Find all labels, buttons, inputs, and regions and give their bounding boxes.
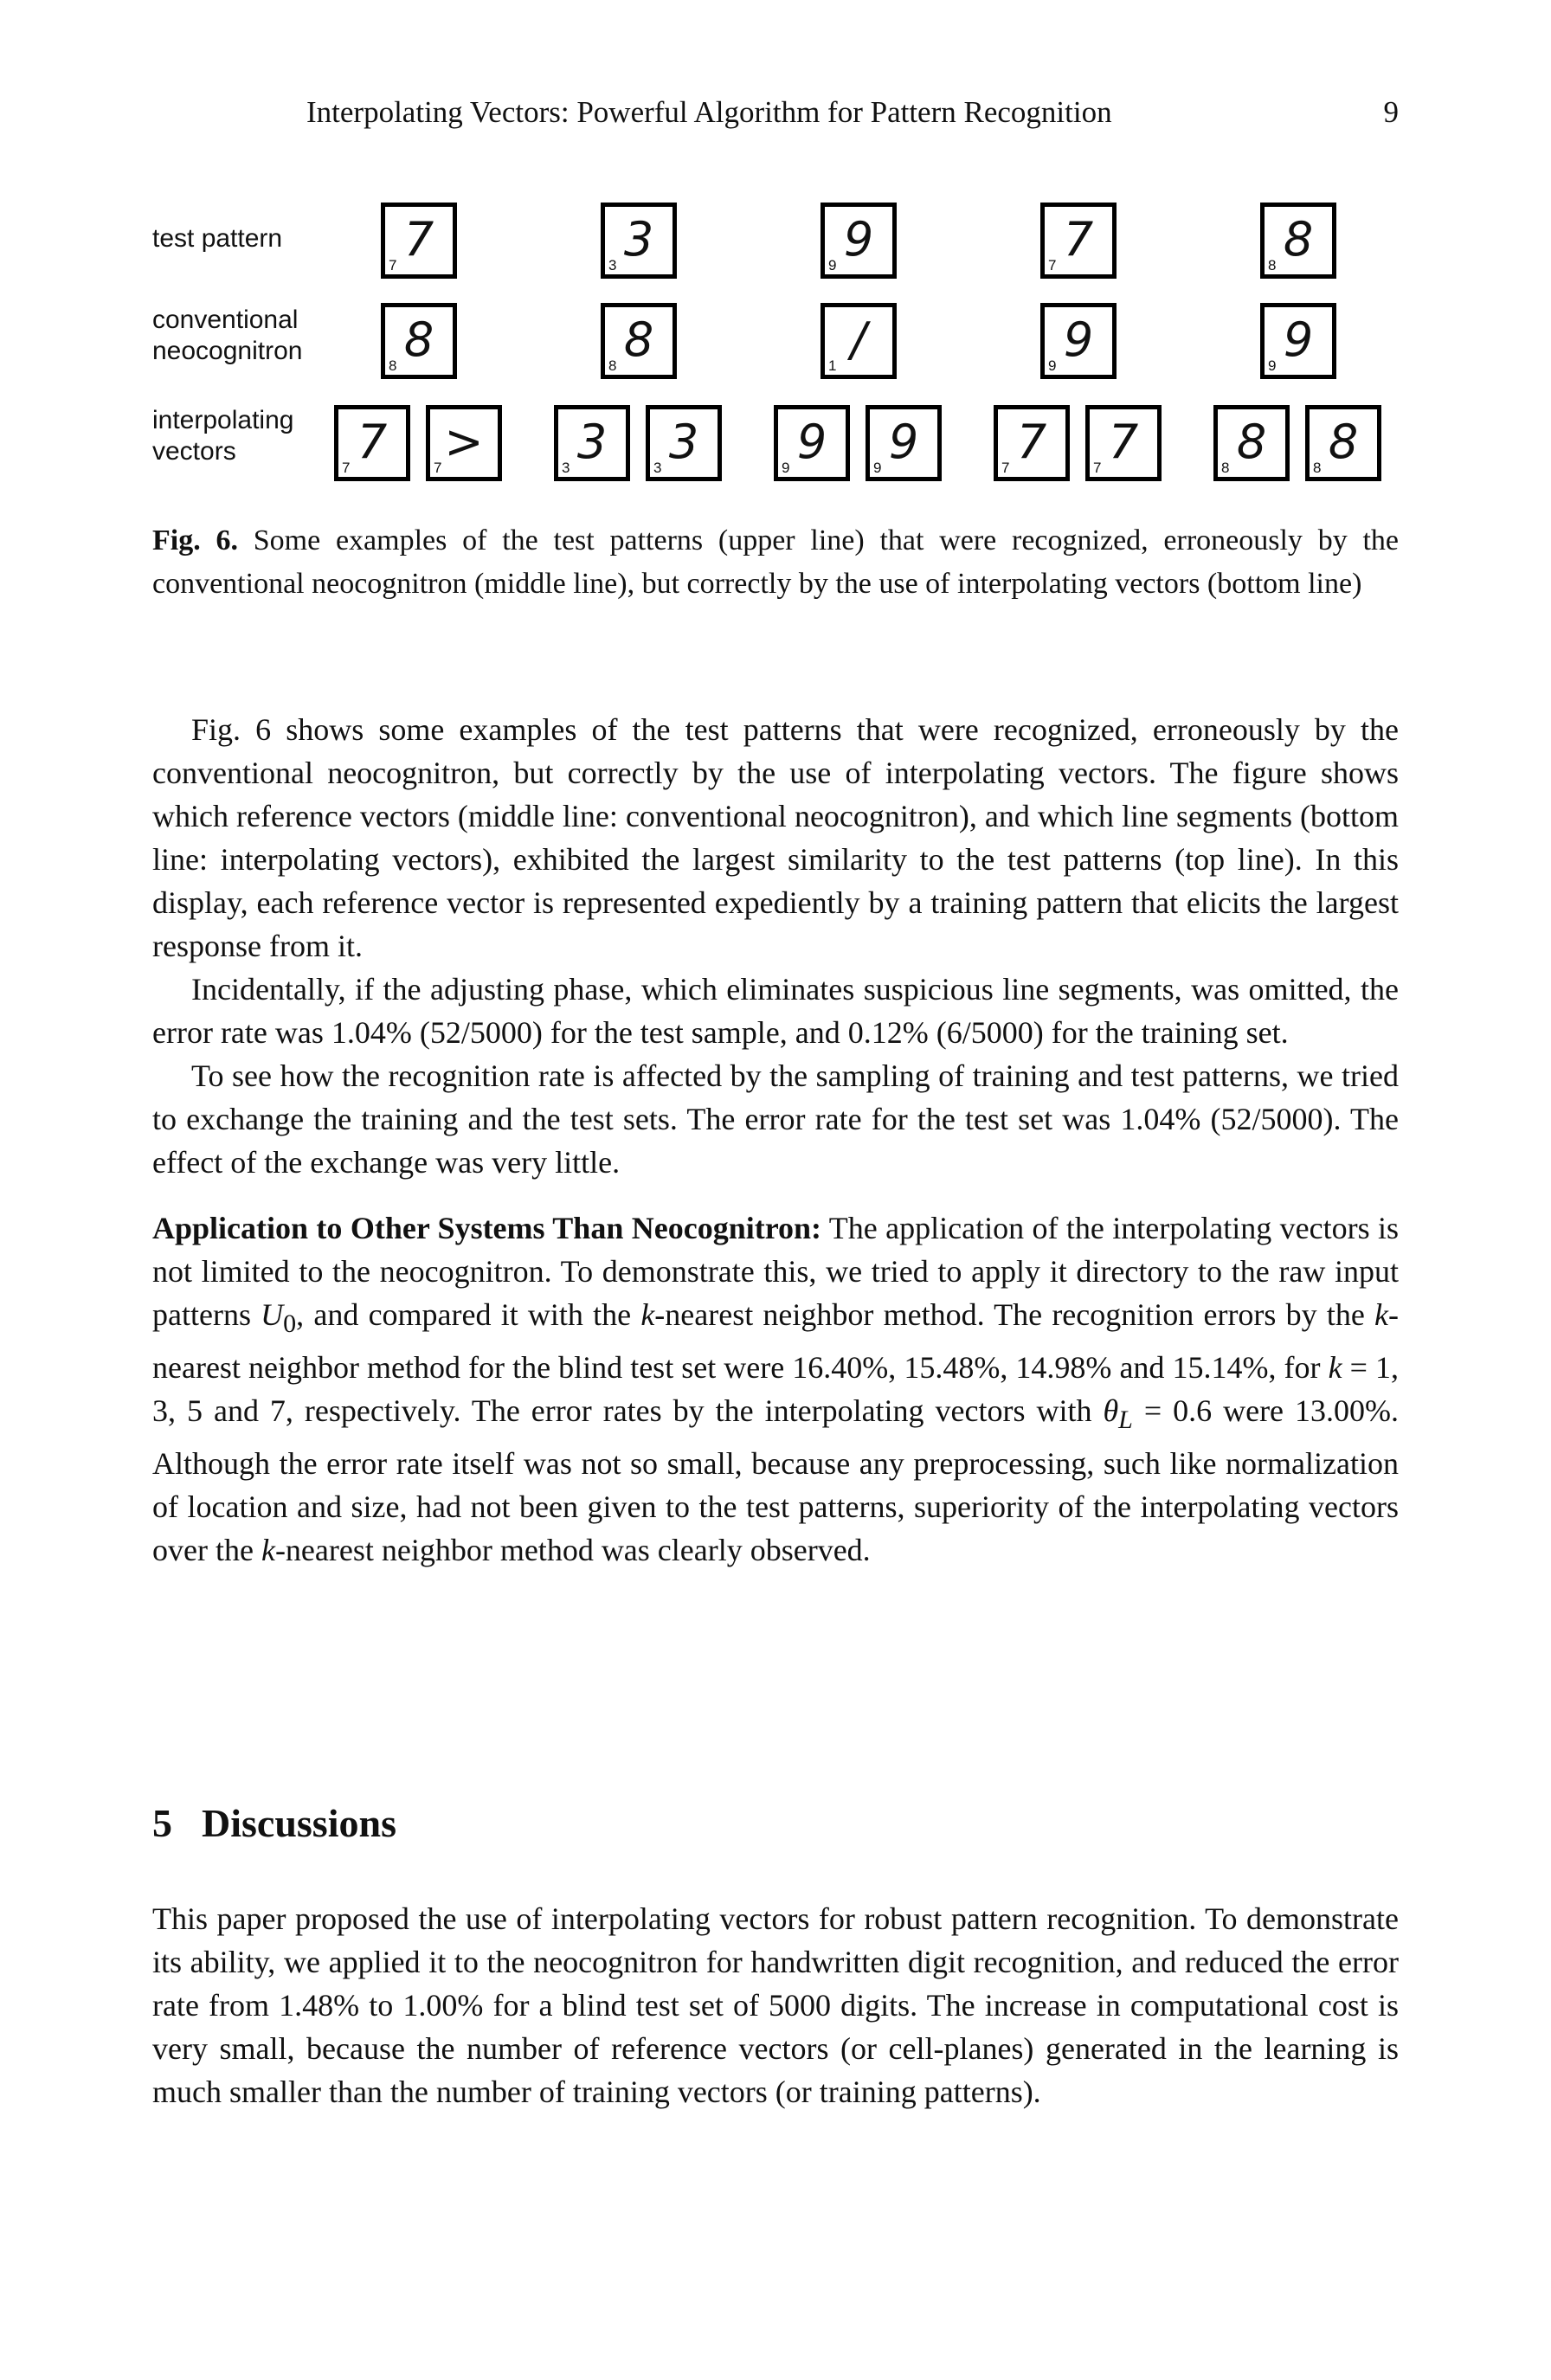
math-subscript: L bbox=[1118, 1405, 1133, 1435]
handwritten-digit: 8 bbox=[1283, 212, 1314, 267]
figure-6 bbox=[152, 197, 1399, 500]
digit-class-label: 7 bbox=[1048, 257, 1057, 273]
figure-caption bbox=[152, 519, 1399, 606]
interpolating-vector-digit bbox=[646, 405, 722, 481]
section-heading bbox=[152, 1800, 396, 1846]
interpolating-vector-digit bbox=[994, 405, 1070, 481]
test-pattern-digit bbox=[821, 203, 897, 279]
test-pattern-digit bbox=[1040, 203, 1117, 279]
digit-class-label: 9 bbox=[782, 460, 790, 476]
digit-class-label: 3 bbox=[562, 460, 570, 476]
handwritten-digit: 7 bbox=[403, 212, 434, 267]
handwritten-digit: 9 bbox=[796, 415, 827, 469]
math-variable: k bbox=[261, 1533, 275, 1568]
digit-class-label: 8 bbox=[389, 357, 397, 374]
math-variable: k bbox=[640, 1297, 655, 1332]
row-label-conventional bbox=[152, 305, 302, 367]
digit-class-label: 8 bbox=[1313, 460, 1322, 476]
text-run: = 1, 3, 5 and 7, respectively. The error rates by the interpolating vectors with bbox=[152, 1350, 1399, 1429]
handwritten-digit: 7 bbox=[357, 415, 388, 469]
digit-class-label: 9 bbox=[1048, 357, 1057, 374]
interpolating-vector-digit bbox=[1085, 405, 1162, 481]
handwritten-digit: 9 bbox=[843, 212, 874, 267]
digit-class-label: 8 bbox=[1268, 257, 1277, 273]
handwritten-digit: 7 bbox=[1063, 212, 1094, 267]
page-number: 9 bbox=[1383, 95, 1399, 129]
text-run: , and compared it with the bbox=[296, 1297, 641, 1332]
body-text bbox=[152, 708, 1399, 1572]
digit-class-label: 8 bbox=[1221, 460, 1230, 476]
digit-class-label: 3 bbox=[653, 460, 662, 476]
section-title: Discussions bbox=[202, 1801, 396, 1845]
conventional-reference-digit bbox=[381, 303, 457, 379]
text-run: The application of the interpolating vectors is not limited to the neocognitron. To demonstrate this, we tried to apply it directory to the raw input patterns bbox=[152, 1211, 1399, 1332]
caption-text: Some examples of the test patterns (upper line) that were recognized, erroneously by the conventional neocognitron (middle line), but correctly by the use of interpolating vectors (bottom line) bbox=[152, 524, 1399, 600]
digit-class-label: 9 bbox=[873, 460, 882, 476]
paragraph: Incidentally, if the adjusting phase, which eliminates suspicious line segments, was omitted, the error rate was 1.04% (52/5000) for the test sample, and 0.12% (6/5000) for the training set. bbox=[152, 972, 1399, 1050]
handwritten-digit: 9 bbox=[888, 415, 919, 469]
interpolating-vector-digit bbox=[1305, 405, 1381, 481]
digit-class-label: 3 bbox=[608, 257, 617, 273]
paragraph: Fig. 6 shows some examples of the test patterns that were recognized, erroneously by the conventional neocognitron, but correctly by the use of interpolating vectors. The figure shows which reference vectors (middle line: conventional neocognitron), and which line segments (bottom line: interpolating vectors), exhibited the largest similarity to the test patterns (top line). In this display, each reference vector is represented expediently by a training pattern that elicits the largest response from it. bbox=[152, 712, 1399, 963]
handwritten-digit: 8 bbox=[623, 312, 654, 367]
handwritten-digit: 8 bbox=[1328, 415, 1359, 469]
conventional-reference-digit bbox=[601, 303, 677, 379]
digit-class-label: 8 bbox=[608, 357, 617, 374]
digit-class-label: 7 bbox=[434, 460, 442, 476]
conventional-reference-digit bbox=[1040, 303, 1117, 379]
running-head-title: Interpolating Vectors: Powerful Algorithm for Pattern Recognition bbox=[306, 95, 1112, 129]
math-variable: θ bbox=[1103, 1393, 1119, 1429]
interpolating-vector-digit bbox=[1213, 405, 1290, 481]
handwritten-digit: 3 bbox=[623, 212, 654, 267]
conventional-reference-digit bbox=[821, 303, 897, 379]
handwritten-digit: 7 bbox=[1108, 415, 1139, 469]
interpolating-vector-digit bbox=[866, 405, 942, 481]
handwritten-digit: 3 bbox=[668, 415, 699, 469]
run-in-heading: Application to Other Systems Than Neocognitron: bbox=[152, 1211, 822, 1245]
handwritten-digit: 9 bbox=[1283, 312, 1314, 367]
test-pattern-digit bbox=[381, 203, 457, 279]
digit-class-label: 7 bbox=[389, 257, 397, 273]
digit-class-label: 9 bbox=[828, 257, 837, 273]
section-number: 5 bbox=[152, 1801, 172, 1845]
test-pattern-digit bbox=[601, 203, 677, 279]
handwritten-digit: 3 bbox=[576, 415, 608, 469]
digit-class-label: 9 bbox=[1268, 357, 1277, 374]
handwritten-digit: 8 bbox=[1236, 415, 1267, 469]
running-head bbox=[152, 95, 1399, 137]
text-run: = 0.6 were 13.00%. Although the error rate itself was not so small, because any preprocessing, such like normalization of location and size, had not been given to the test patterns, superiority of the interpolating vectors over the bbox=[152, 1393, 1400, 1568]
digit-class-label: 7 bbox=[342, 460, 351, 476]
caption-label: Fig. 6. bbox=[152, 524, 238, 556]
math-subscript: 0 bbox=[283, 1309, 297, 1339]
row-label-line: vectors bbox=[152, 437, 236, 466]
interpolating-vector-digit bbox=[334, 405, 410, 481]
row-label-line: neocognitron bbox=[152, 337, 303, 365]
paragraph: To see how the recognition rate is affected by the sampling of training and test patterns, we tried to exchange the training and the test sets. The error rate for the test set was 1.04% (52/5000). The effect of the exchange was very little. bbox=[152, 1058, 1399, 1180]
math-variable: k bbox=[1374, 1297, 1389, 1332]
text-run: -nearest neighbor method. The recognition errors by the bbox=[654, 1297, 1375, 1332]
application-paragraph bbox=[152, 1206, 1399, 1572]
test-pattern-digit bbox=[1260, 203, 1336, 279]
math-variable: k bbox=[1328, 1350, 1342, 1386]
text-run: -nearest neighbor method for the blind test set were 16.40%, 15.48%, 14.98% and 15.14%, for bbox=[152, 1297, 1400, 1386]
handwritten-digit: 8 bbox=[403, 312, 434, 367]
handwritten-digit: 7 bbox=[1016, 415, 1047, 469]
handwritten-digit: 9 bbox=[1063, 312, 1094, 367]
digit-class-label: 7 bbox=[1093, 460, 1102, 476]
row-label-line: test pattern bbox=[152, 224, 283, 253]
interpolating-vector-digit bbox=[554, 405, 630, 481]
discussion-paragraph: This paper proposed the use of interpolating vectors for robust pattern recognition. To demonstrate its ability, we applied it to the neocognitron for handwritten digit recognition, and reduced the error rate from 1.48% to 1.00% for a blind test set of 5000 digits. The increase in computational cost is very small, because the number of reference vectors (or cell-planes) generated in the learning is much smaller than the number of training vectors (or training patterns). bbox=[152, 1901, 1399, 2109]
digit-class-label: 7 bbox=[1001, 460, 1010, 476]
conventional-reference-digit bbox=[1260, 303, 1336, 379]
handwritten-digit: / bbox=[850, 312, 867, 367]
interpolating-vector-digit bbox=[774, 405, 850, 481]
handwritten-digit: > bbox=[444, 415, 484, 469]
digit-class-label: 1 bbox=[828, 357, 837, 374]
row-label-test-pattern bbox=[152, 223, 282, 254]
interpolating-vector-digit bbox=[426, 405, 502, 481]
row-label-interpolating bbox=[152, 405, 293, 467]
row-label-line: interpolating bbox=[152, 406, 294, 434]
math-variable: U bbox=[261, 1297, 284, 1332]
text-run: -nearest neighbor method was clearly observed. bbox=[274, 1533, 871, 1568]
row-label-line: conventional bbox=[152, 306, 299, 334]
